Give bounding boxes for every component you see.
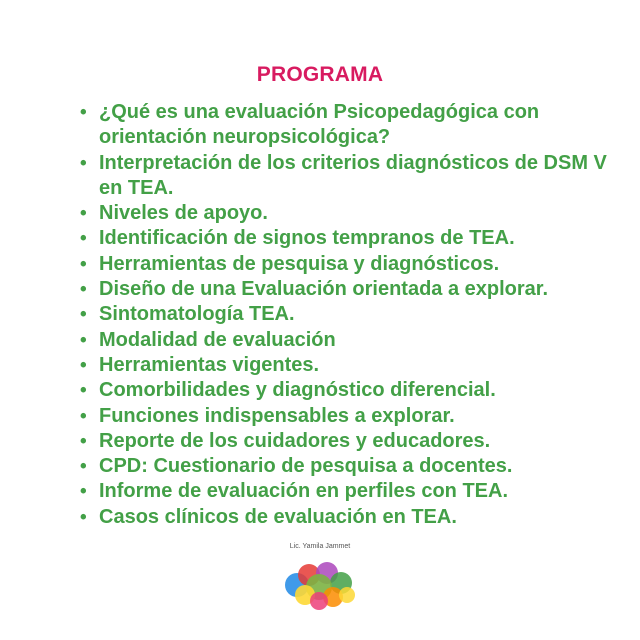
logo bbox=[275, 543, 365, 613]
page-title: PROGRAMA bbox=[256, 63, 384, 86]
list-item: • Herramientas de pesquisa y diagnósticos. bbox=[99, 252, 619, 277]
list-item: • CPD: Cuestionario de pesquisa a docentes. bbox=[99, 454, 619, 479]
list-item: • Niveles de apoyo. bbox=[99, 201, 619, 226]
list-item: • Diseño de una Evaluación orientada a explorar. bbox=[99, 277, 619, 302]
list-item: • Comorbilidades y diagnóstico diferencial. bbox=[99, 378, 619, 403]
list-item: • ¿Qué es una evaluación Psicopedagógica con orientación neuropsicológica? bbox=[99, 100, 619, 151]
list-item: • Herramientas vigentes. bbox=[99, 353, 619, 378]
list-item: • Funciones indispensables a explorar. bbox=[99, 404, 619, 429]
list-item: • Identificación de signos tempranos de TEA. bbox=[99, 226, 619, 251]
list-item: • Interpretación de los criterios diagnósticos de DSM V en TEA. bbox=[99, 151, 619, 202]
program-list bbox=[77, 100, 619, 530]
colorful-bubbles-logo-icon bbox=[275, 555, 365, 613]
list-item: • Modalidad de evaluación bbox=[99, 328, 619, 353]
logo-caption: Lic. Yamila Jammet bbox=[289, 543, 351, 550]
list-item: • Reporte de los cuidadores y educadores. bbox=[99, 429, 619, 454]
list-item: • Sintomatología TEA. bbox=[99, 302, 619, 327]
list-item: • Informe de evaluación en perfiles con TEA. bbox=[99, 479, 619, 504]
list-item: • Casos clínicos de evaluación en TEA. bbox=[99, 505, 619, 530]
